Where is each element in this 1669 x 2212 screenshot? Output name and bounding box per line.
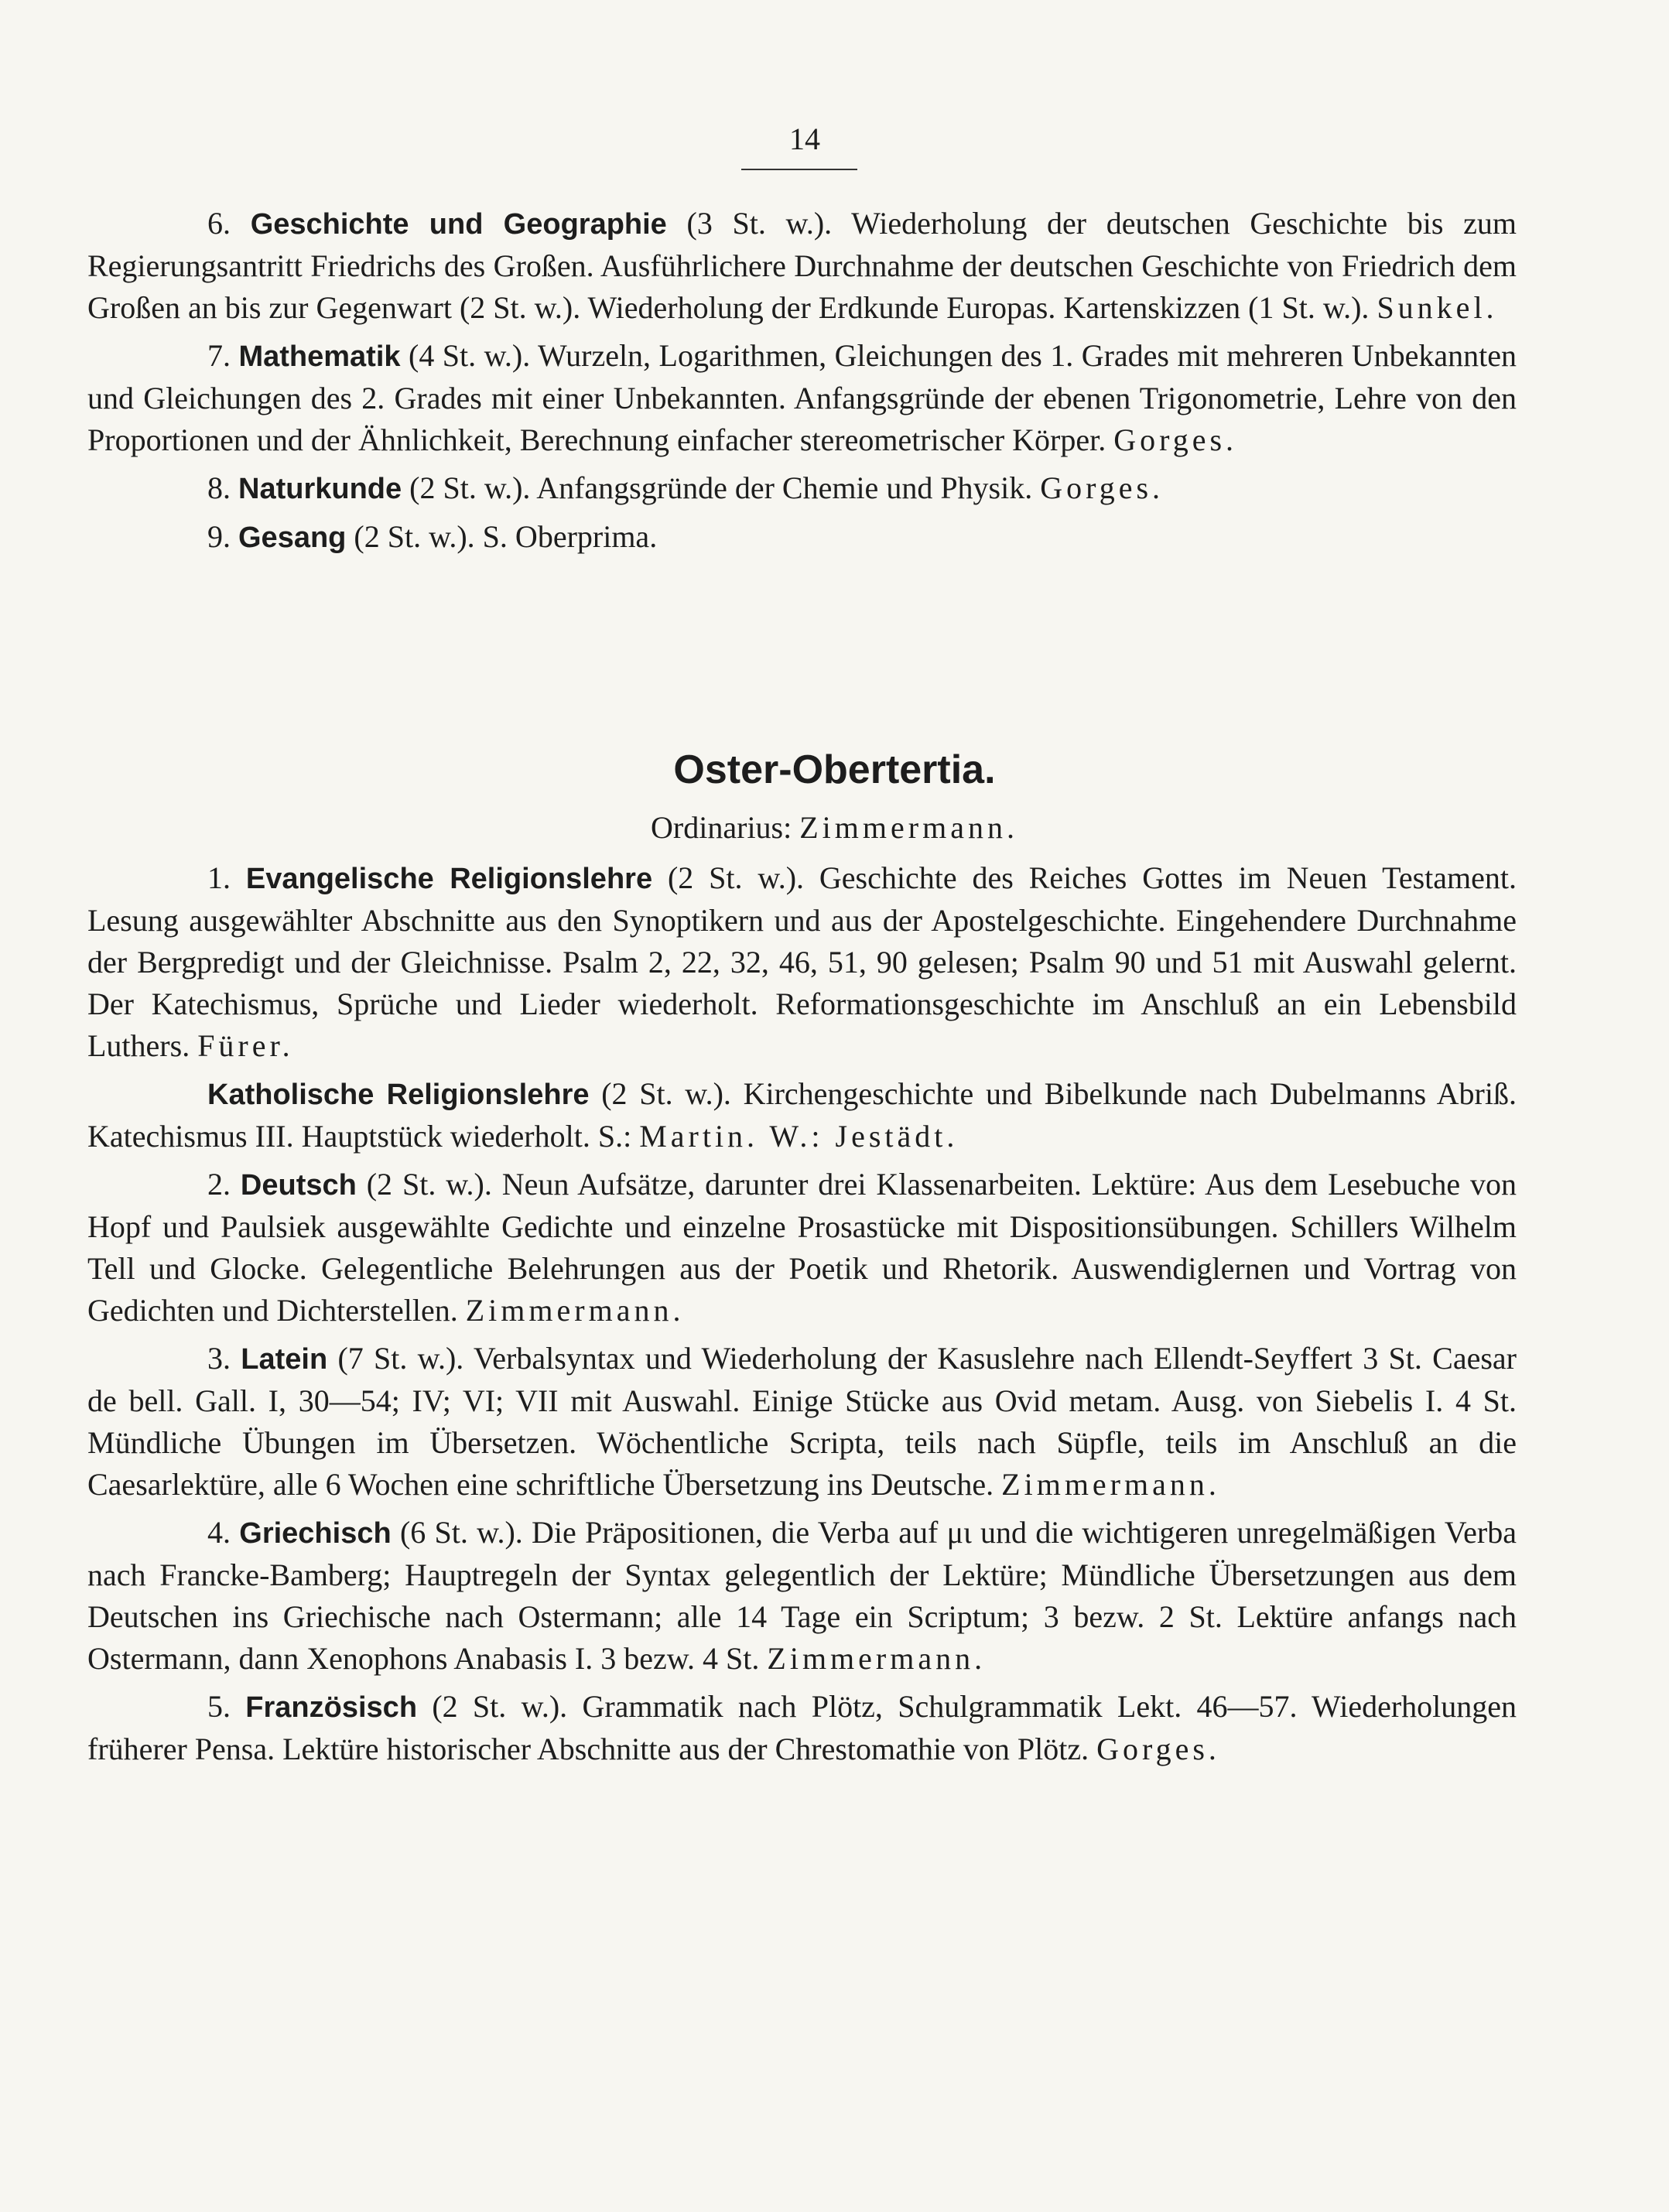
section-teacher: Sunkel. [1377,290,1498,325]
section-subject: Mathematik [238,340,401,373]
ordinarius-name: Zimmermann. [799,810,1018,845]
section-text: (2 St. w.). Geschichte des Reiches Gottes im Neuen Testament. Lesung ausgewählter Abschnitte aus den Synoptikern und aus der Apostelgeschichte. Eingehendere Durchnahme der Bergpredigt und der Gleichnisse. Psalm 2, 22, 32, 46, 51, 90 gelesen; Psalm 90 und 51 mit Auswahl gelernt. Der Katechismus, Sprüche und Lieder wiederholt. Reformationsgeschichte im Anschluß an ein Lebensbild Luthers. [87,860,1517,1063]
section-text: (6 St. w.). Die Präpositionen, die Verba auf μι und die wichtigeren unregelmäßigen Verba nach Francke-Bamberg; Hauptregeln der Syntax gelegentlich der Lektüre; Mündliche Übersetzungen aus dem Deutschen ins Griechische nach Ostermann; alle 14 Tage ein Scriptum; 3 bezw. 2 St. Lektüre anfangs nach Ostermann, dann Xenophons Anabasis I. 3 bezw. 4 St. [87,1515,1517,1676]
section-subject: Französisch [245,1691,418,1724]
section-teacher: Zimmermann. [767,1641,987,1676]
section-paragraph [87,203,1517,329]
section-teacher: Zimmermann. [1001,1467,1220,1502]
section-subject: Naturkunde [238,473,402,505]
section-number: 8. [207,470,231,505]
section-paragraph [87,516,1517,559]
section-subject: Gesang [238,521,347,554]
class-heading: Oster-Obertertia. [673,747,996,792]
section-text: (2 St. w.). Anfangsgründe der Chemie und Physik. [402,470,1041,505]
section-teacher: Gorges. [1113,422,1238,457]
section-subject: Evangelische Religionslehre [245,863,653,895]
section-number: 1. [207,860,231,895]
section-paragraph [87,857,1517,1067]
section-paragraph [87,467,1517,510]
section-text: (2 St. w.). S. Oberprima. [346,519,658,554]
section-paragraph [87,335,1517,461]
section-paragraph [87,1164,1517,1332]
ordinarius-line [0,809,1669,847]
section-subject: Griechisch [239,1517,392,1550]
section-teacher: Gorges. [1096,1732,1220,1766]
section-text: (3 St. w.). Wiederholung der deutschen Geschichte bis zum Regierungsantritt Friedrichs des Großen. Ausführlichere Durchnahme der deutschen Geschichte von Friedrich dem Großen an bis zur Gegenwart (2 St. w.). Wiederholung der Erdkunde Europas. Kartenskizzen (1 St. w.). [87,206,1517,325]
curriculum-top-block [87,203,1517,565]
section-teacher: Fürer. [197,1028,294,1063]
ordinarius-label: Ordinarius: [651,810,800,845]
section-number: 4. [207,1515,231,1550]
section-subject: Katholische Religionslehre [207,1079,590,1111]
section-number: 5. [207,1689,231,1724]
section-text: (2 St. w.). Neun Aufsätze, darunter drei Klassenarbeiten. Lektüre: Aus dem Lesebuche von Hopf und Paulsiek ausgewählte Gedichte und einzelne Prosastücke mit Dispositionsübungen. Schillers Wilhelm Tell und Glocke. Gelegentliche Belehrungen aus der Poetik und Rhetorik. Auswendiglernen und Vortrag von Gedichten und Dichterstellen. [87,1167,1517,1328]
section-number: 3. [207,1341,231,1376]
section-subject: Geschichte und Geographie [250,208,667,241]
section-teacher: Martin. W.: Jestädt. [639,1119,959,1154]
section-subject: Latein [241,1343,328,1376]
section-teacher: Zimmermann. [465,1293,685,1328]
section-teacher: Gorges. [1040,470,1165,505]
section-paragraph [87,1338,1517,1506]
page-number-rule [741,169,857,170]
section-text: (2 St. w.). Kirchengeschichte und Bibelkunde nach Dubelmanns Abriß. Katechismus III. Hauptstück wiederholt. S.: [87,1076,1517,1154]
section-paragraph [87,1686,1517,1770]
section-paragraph [87,1512,1517,1680]
section-text: (4 St. w.). Wurzeln, Logarithmen, Gleichungen des 1. Grades mit mehreren Unbekannten und Gleichungen des 2. Grades mit einer Unbekannten. Anfangsgründe der ebenen Trigonometrie, Lehre von den Proportionen und der Ähnlichkeit, Berechnung einfacher stereometrischer Körper. [87,338,1517,457]
section-number: 2. [207,1167,231,1202]
section-number: 6. [207,206,231,241]
section-text: (2 St. w.). Grammatik nach Plötz, Schulgrammatik Lekt. 46—57. Wiederholungen früherer Pensa. Lektüre historischer Abschnitte aus der Chrestomathie von Plötz. [87,1689,1517,1766]
section-text: (7 St. w.). Verbalsyntax und Wiederholung der Kasuslehre nach Ellendt-Seyffert 3 St. Caesar de bell. Gall. I, 30—54; IV; VI; VII mit Auswahl. Einige Stücke aus Ovid metam. Ausg. von Siebelis I. 4 St. Mündliche Übungen im Übersetzen. Wöchentliche Scripta, teils nach Süpfle, teils im Anschluß an die Caesarlektüre, alle 6 Wochen eine schriftliche Übersetzung ins Deutsche. [87,1341,1517,1502]
section-number: 9. [207,519,231,554]
section-number: 7. [207,338,231,373]
section-subject: Deutsch [240,1169,357,1202]
curriculum-bottom-block [87,857,1517,1776]
section-paragraph [87,1073,1517,1157]
page-number: 14 [789,121,820,156]
